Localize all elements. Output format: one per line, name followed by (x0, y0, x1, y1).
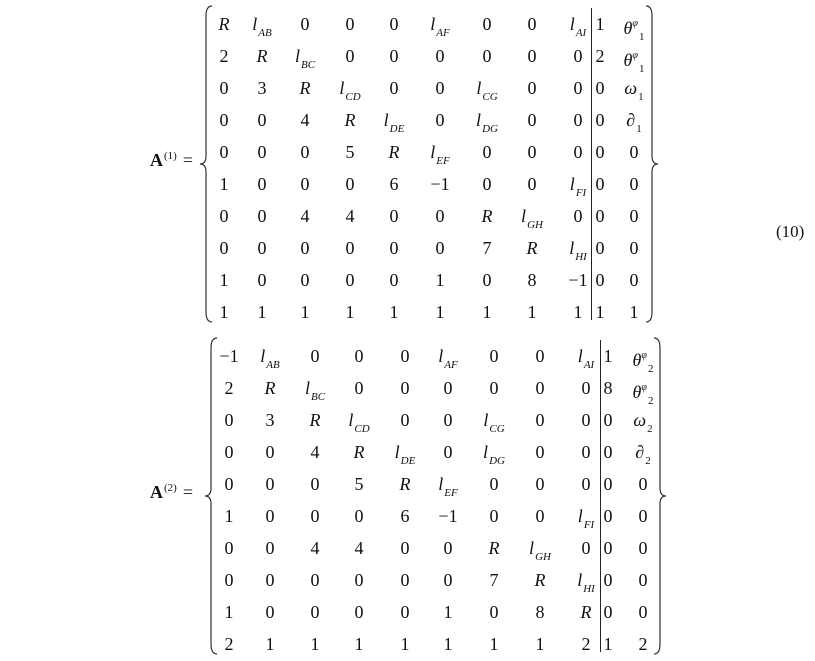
matrix-cell: 0 (257, 174, 267, 194)
matrix-cell: 0 (581, 378, 591, 398)
matrix-cell: 0 (527, 78, 537, 98)
matrix-cell: 0 (435, 238, 445, 258)
matrix-cell: 0 (265, 474, 275, 494)
matrix-cell: 1 (443, 602, 453, 622)
matrix-cell: 0 (595, 174, 605, 194)
matrix-cell: 0 (443, 570, 453, 590)
matrix-cell: 1 (345, 302, 355, 322)
matrix-cell: 0 (595, 238, 605, 258)
matrix-cell: 1 (300, 302, 310, 322)
matrix-cell: R (256, 46, 268, 66)
matrix-cell: 0 (629, 142, 639, 162)
matrix-cell: 0 (489, 474, 499, 494)
matrix-cell: 0 (629, 238, 639, 258)
matrix-cell: 1 (219, 302, 229, 322)
matrix-cell: 0 (257, 110, 267, 130)
matrix-cell: 7 (489, 570, 499, 590)
matrix-cell: 2 (595, 46, 605, 66)
matrix-cell: R (309, 410, 321, 430)
matrix-cell: 8 (527, 270, 537, 290)
matrix-cell: 1 (482, 302, 492, 322)
matrix-cell: 0 (581, 474, 591, 494)
equation-number: (10) (776, 222, 805, 241)
matrix-cell: 0 (573, 78, 583, 98)
matrix-cell: 0 (300, 238, 310, 258)
matrix-cell: 0 (535, 410, 545, 430)
matrix-cell: 0 (310, 474, 320, 494)
matrix-cell: $l_{CG}$ (476, 78, 498, 103)
matrix-cell: 0 (219, 142, 229, 162)
matrix-cell: $l_{DG}$ (483, 442, 505, 467)
matrix-cell: 0 (595, 142, 605, 162)
matrix-cell: R (481, 206, 493, 226)
matrix-cell: $l_{HI}$ (577, 570, 595, 595)
matrix-cell: $l_{CD}$ (339, 78, 361, 103)
matrix-cell: 0 (482, 174, 492, 194)
matrix-cell: 0 (345, 238, 355, 258)
matrix-cell: 1 (603, 634, 613, 654)
matrix-cell: 0 (581, 442, 591, 462)
matrix-cell: 1 (489, 634, 499, 654)
matrix-cell: 0 (224, 442, 234, 462)
matrix-cell: 0 (265, 602, 275, 622)
matrix-cell: $\partial_1$ (626, 110, 642, 135)
equals-sign: = (182, 482, 193, 502)
matrix-cell: 2 (224, 378, 234, 398)
matrix-cell: 0 (354, 378, 364, 398)
matrix-cell: 1 (224, 602, 234, 622)
matrix-cell: 0 (257, 142, 267, 162)
matrix-cell: $\theta^\varphi_1$ (623, 18, 645, 43)
matrix-cell: $l_{DE}$ (383, 110, 405, 135)
matrix-cell: 0 (482, 270, 492, 290)
matrix-cell: 0 (527, 110, 537, 130)
matrix-cell: $\theta^\varphi_1$ (623, 50, 645, 75)
matrix-cell: 4 (310, 442, 320, 462)
matrix-cell: 0 (219, 206, 229, 226)
matrix-cell: 0 (573, 110, 583, 130)
matrix-cell: 2 (581, 634, 591, 654)
matrix-cell: 0 (535, 378, 545, 398)
matrix-cell: 0 (581, 538, 591, 558)
matrix-cell: 0 (389, 270, 399, 290)
matrix-cell: 0 (300, 142, 310, 162)
matrix-cell: 0 (400, 378, 410, 398)
matrix-cell: 3 (257, 78, 267, 98)
matrix-cell: 0 (527, 14, 537, 34)
matrix-cell: R (534, 570, 546, 590)
matrix-cell: 1 (527, 302, 537, 322)
matrix-cell: 0 (224, 410, 234, 430)
matrix-cell: 0 (638, 538, 648, 558)
matrix-cell: 0 (573, 206, 583, 226)
matrix-cell: 0 (638, 474, 648, 494)
matrix-cell: 4 (345, 206, 355, 226)
matrix-cell: 0 (595, 78, 605, 98)
matrix-cell: 6 (400, 506, 410, 526)
matrix-cell: 0 (527, 46, 537, 66)
matrix-cell: 1 (257, 302, 267, 322)
matrix-cell: $l_{BC}$ (294, 46, 316, 71)
matrix-cell: 1 (595, 14, 605, 34)
matrix-cell: 3 (265, 410, 275, 430)
matrix-cell: $l_{GH}$ (521, 206, 543, 231)
matrix-cell: 0 (595, 110, 605, 130)
matrix-cell: 1 (603, 346, 613, 366)
matrix-cell: 0 (603, 474, 613, 494)
matrix-cell: R (218, 14, 230, 34)
matrix-cell: 4 (354, 538, 364, 558)
matrix-cell: $l_{AB}$ (252, 14, 272, 39)
matrix-cell: 0 (310, 602, 320, 622)
matrix-cell: 1 (573, 302, 583, 322)
matrix-cell: $l_{DE}$ (394, 442, 416, 467)
matrix-cell: 0 (535, 506, 545, 526)
matrix-cell: 5 (354, 474, 364, 494)
matrix-label-superscript: (1) (164, 150, 177, 162)
matrix-cell: 0 (435, 206, 445, 226)
matrix-cell: 1 (629, 302, 639, 322)
matrix-cell: 0 (573, 46, 583, 66)
matrix-cell: 8 (535, 602, 545, 622)
matrix-cell: 0 (354, 346, 364, 366)
matrix-cell: 0 (389, 46, 399, 66)
matrix-cell: $l_{BC}$ (304, 378, 326, 403)
matrix-cell: 0 (482, 14, 492, 34)
matrix-cell: 0 (389, 206, 399, 226)
matrix-cell: 1 (435, 270, 445, 290)
matrix-cell: −1 (438, 506, 458, 526)
matrix-cell: 0 (345, 270, 355, 290)
matrix-cell: 0 (310, 570, 320, 590)
matrix-cell: 0 (257, 270, 267, 290)
matrix-cell: 0 (603, 506, 613, 526)
matrix-cell: 0 (300, 270, 310, 290)
matrix-cell: 2 (224, 634, 234, 654)
matrix-cell: 6 (389, 174, 399, 194)
matrix-cell: 0 (257, 238, 267, 258)
matrix-cell: 7 (482, 238, 492, 258)
matrix-cell: 0 (482, 142, 492, 162)
matrix-cell: 1 (224, 506, 234, 526)
matrix-cell: R (353, 442, 365, 462)
matrix-cell: 0 (443, 410, 453, 430)
matrix-cell: $\omega_1$ (624, 78, 644, 103)
matrix-cell: 1 (435, 302, 445, 322)
matrix-cell: 1 (354, 634, 364, 654)
matrix-cell: 0 (535, 346, 545, 366)
matrix-cell: 0 (638, 570, 648, 590)
matrix-cell: 0 (219, 78, 229, 98)
matrix-cell: $l_{AF}$ (430, 14, 450, 39)
matrix-cell: 0 (224, 570, 234, 590)
matrix-label-letter: A (150, 482, 163, 502)
matrix-cell: −1 (430, 174, 450, 194)
matrix-cell: R (580, 602, 592, 622)
matrix-cell: 0 (354, 570, 364, 590)
matrix-cell: R (299, 78, 311, 98)
matrix-cell: 0 (573, 142, 583, 162)
matrix-cell: 0 (603, 602, 613, 622)
matrix-cell: 0 (489, 346, 499, 366)
matrix-cell: 0 (300, 174, 310, 194)
matrix-cell: 0 (535, 474, 545, 494)
matrix-cell: 0 (389, 238, 399, 258)
matrix-cell: 0 (629, 206, 639, 226)
matrix-label-letter: A (150, 150, 163, 170)
matrix-cell: 1 (389, 302, 399, 322)
matrix-cell: $l_{GH}$ (529, 538, 551, 563)
matrix-cell: 0 (400, 346, 410, 366)
matrix-cell: 0 (595, 270, 605, 290)
matrix-cell: $l_{DG}$ (476, 110, 498, 135)
matrix-cell: 0 (527, 142, 537, 162)
matrix-cell: 0 (629, 174, 639, 194)
matrix-cell: 0 (489, 378, 499, 398)
left-brace (205, 338, 217, 654)
matrix-cell: $l_{HI}$ (569, 238, 587, 263)
matrix-cell: 0 (435, 46, 445, 66)
matrix-cell: $\theta^\varphi_2$ (632, 382, 654, 407)
matrix-cell: 0 (265, 538, 275, 558)
matrix-cell: 0 (629, 270, 639, 290)
matrix-cell: 0 (581, 410, 591, 430)
matrix-cell: 0 (354, 506, 364, 526)
matrix-cell: $l_{FI}$ (577, 506, 595, 531)
matrix-cell: 2 (638, 634, 648, 654)
matrix-cell: $\partial_2$ (635, 442, 651, 467)
matrix-cell: 0 (527, 174, 537, 194)
right-brace (654, 338, 666, 654)
matrix-cell: 0 (354, 602, 364, 622)
augmentation-line (600, 340, 601, 652)
matrix-cell: 0 (443, 442, 453, 462)
matrix-cell: 0 (265, 506, 275, 526)
matrix-cell: 0 (310, 346, 320, 366)
matrix-cell: 0 (219, 110, 229, 130)
matrix-cell: 0 (603, 410, 613, 430)
matrix-cell: 1 (219, 270, 229, 290)
matrix-cell: 4 (300, 206, 310, 226)
matrix-cell: 0 (482, 46, 492, 66)
matrix-cell: $l_{EF}$ (430, 142, 450, 167)
matrix-cell: 0 (345, 174, 355, 194)
matrix-cell: 0 (300, 14, 310, 34)
matrix-cell: 0 (535, 442, 545, 462)
matrix-cell: R (488, 538, 500, 558)
matrix-cell: R (264, 378, 276, 398)
matrix-cell: 0 (489, 506, 499, 526)
matrix-cell: 0 (389, 14, 399, 34)
matrix-cell: 0 (224, 538, 234, 558)
matrix-cell: 0 (389, 78, 399, 98)
matrix-cell: R (388, 142, 400, 162)
matrix-cell: $l_{AF}$ (438, 346, 458, 371)
matrix-cell: 0 (400, 602, 410, 622)
matrix-cell: 8 (603, 378, 613, 398)
equals-sign: = (182, 150, 193, 170)
matrix-cell: $l_{EF}$ (438, 474, 458, 499)
matrix-cell: 0 (257, 206, 267, 226)
matrix-cell: R (399, 474, 411, 494)
matrix-cell: −1 (219, 346, 239, 366)
matrix-cell: $l_{CD}$ (348, 410, 370, 435)
matrix-cell: 0 (345, 14, 355, 34)
matrix-cell: $l_{AI}$ (577, 346, 595, 371)
matrix-cell: 2 (219, 46, 229, 66)
matrix-cell: 4 (300, 110, 310, 130)
matrix-cell: 0 (443, 538, 453, 558)
matrix-cell: 0 (345, 46, 355, 66)
matrix-cell: 0 (638, 602, 648, 622)
matrix-cell: 0 (219, 238, 229, 258)
matrix-cell: 0 (400, 410, 410, 430)
matrix-cell: $l_{AB}$ (260, 346, 280, 371)
matrix-cell: $\theta^\varphi_2$ (632, 350, 654, 375)
matrix-cell: 0 (265, 442, 275, 462)
matrix-cell: 0 (603, 538, 613, 558)
matrix-cell: R (344, 110, 356, 130)
matrix-cell: 4 (310, 538, 320, 558)
matrix-cell: 0 (443, 378, 453, 398)
matrix-cell: 0 (435, 78, 445, 98)
matrix-cell: 1 (535, 634, 545, 654)
matrix-cell: 0 (310, 506, 320, 526)
matrix-cell: $\omega_2$ (633, 410, 653, 435)
matrix-cell: 0 (400, 538, 410, 558)
matrix-label-superscript: (2) (164, 482, 177, 494)
matrix-cell: 0 (265, 570, 275, 590)
matrix-cell: 0 (603, 570, 613, 590)
matrix-cell: 0 (603, 442, 613, 462)
matrix-cell: −1 (568, 270, 588, 290)
matrix-cell: 1 (219, 174, 229, 194)
matrix-cell: $l_{FI}$ (569, 174, 587, 199)
matrix-cell: 1 (443, 634, 453, 654)
matrix-cell: $l_{AI}$ (569, 14, 587, 39)
matrix-cell: 1 (310, 634, 320, 654)
matrix-cell: 0 (435, 110, 445, 130)
matrix-cell: 0 (224, 474, 234, 494)
matrix-cell: 5 (345, 142, 355, 162)
matrix-cell: 0 (595, 206, 605, 226)
matrix-cell: R (526, 238, 538, 258)
matrix-cell: 1 (265, 634, 275, 654)
matrix-cell: 0 (400, 570, 410, 590)
matrix-cell: 0 (489, 602, 499, 622)
matrix-cell: 1 (400, 634, 410, 654)
matrix-cell: 1 (595, 302, 605, 322)
matrix-cell: 0 (638, 506, 648, 526)
matrix-cell: $l_{CG}$ (483, 410, 505, 435)
